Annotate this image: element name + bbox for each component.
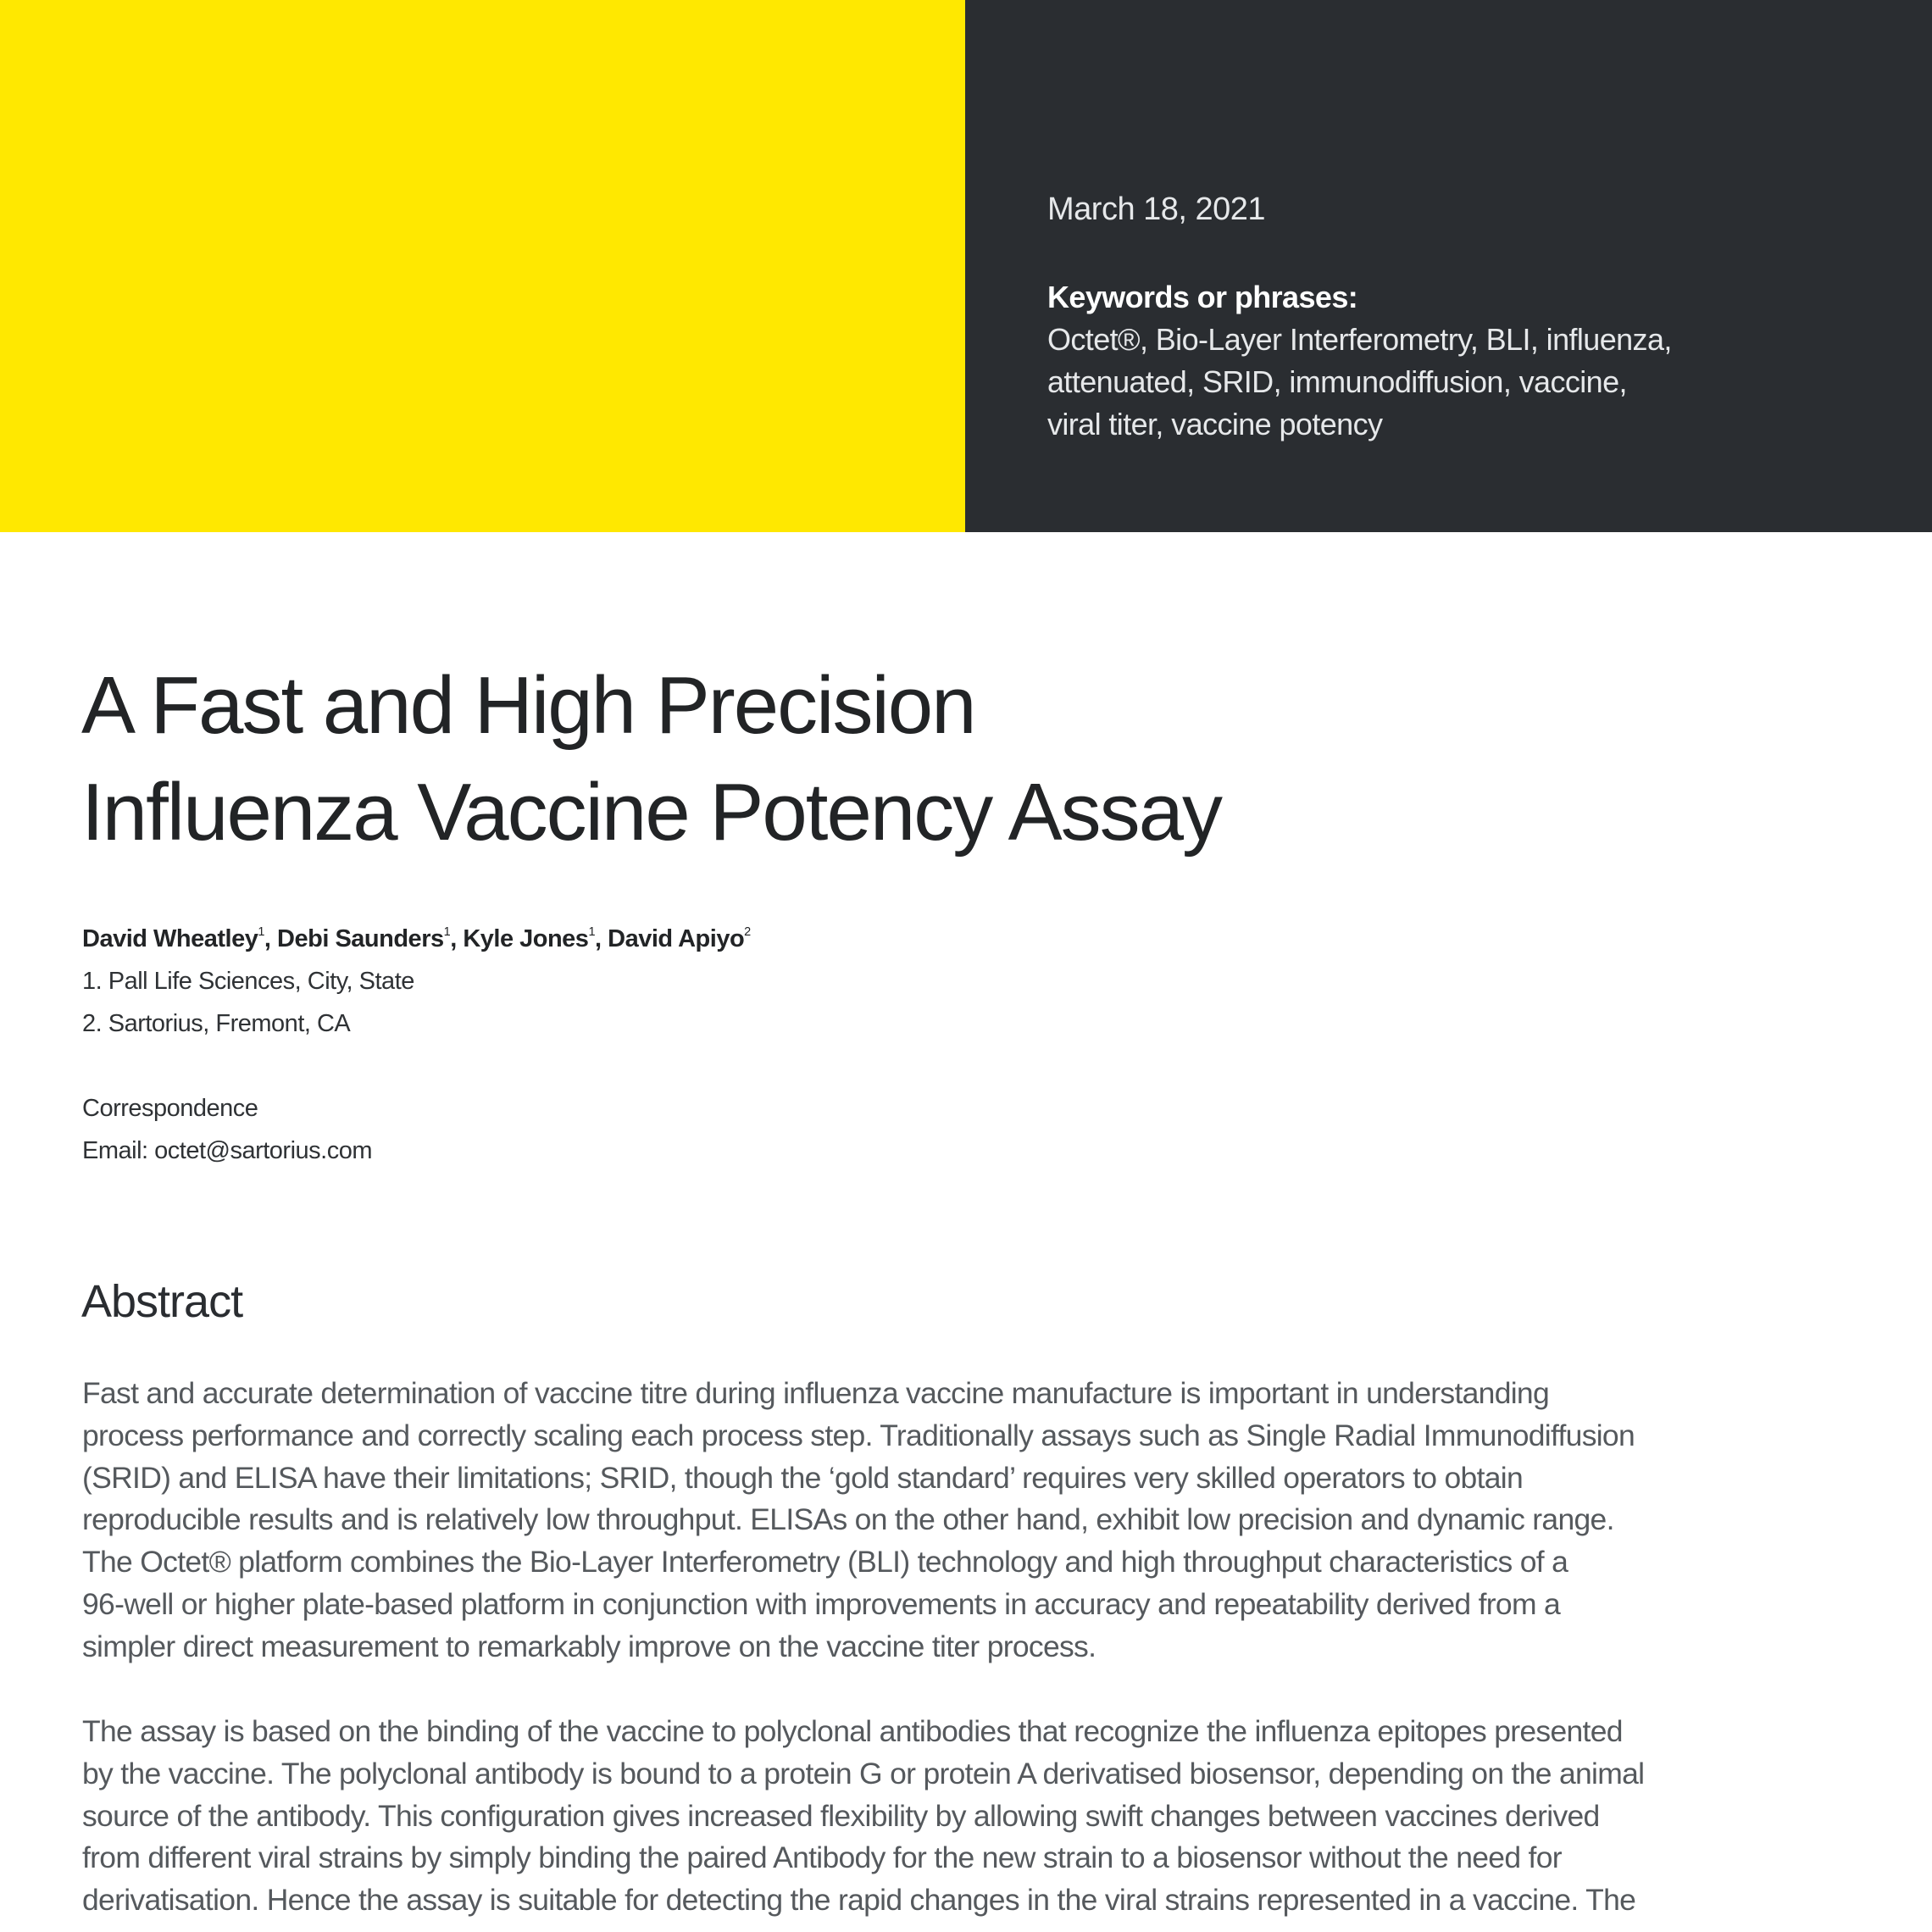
paragraph-line: source of the antibody. This configuration gives increased flexibility by allowing swift changes between vaccines derived (82, 1798, 1600, 1833)
author-name: David Wheatley (82, 925, 258, 953)
paragraph-line: process performance and correctly scaling each process step. Traditionally assays such as Single Radial Immunodiffusion (82, 1418, 1635, 1452)
keywords-line: viral titer, vaccine potency (1047, 407, 1383, 441)
author-affiliation-mark: 1 (258, 925, 264, 939)
author-affiliation-mark: 2 (744, 925, 751, 939)
paragraph-line: The assay is based on the binding of the vaccine to polyclonal antibodies that recognize the influenza epitopes presented (82, 1714, 1623, 1748)
affiliation-line: 2. Sartorius, Fremont, CA (82, 1010, 351, 1038)
paragraph-line: The Octet® platform combines the Bio-Layer Interferometry (BLI) technology and high throughput characteristics of a (82, 1545, 1568, 1579)
affiliation-line: 1. Pall Life Sciences, City, State (82, 968, 414, 996)
correspondence-label: Correspondence (82, 1095, 258, 1123)
paragraph-line: 96-well or higher plate-based platform in conjunction with improvements in accuracy and repeatability derived from a (82, 1586, 1561, 1621)
spacer (82, 1045, 751, 1087)
paragraph-line: from different viral strains by simply binding the paired Antibody for the new strain to a biosensor without the need for (82, 1840, 1562, 1875)
title-line: A Fast and High Precision (81, 660, 975, 751)
paragraph-line: by the vaccine. The polyclonal antibody is bound to a protein G or protein A derivatised biosensor, depending on the animal (82, 1756, 1645, 1790)
keywords-line: attenuated, SRID, immunodiffusion, vaccine, (1047, 364, 1627, 399)
yellow-accent-block (0, 0, 965, 532)
header-info-panel (965, 0, 1932, 532)
author-affiliation-mark: 1 (443, 925, 451, 939)
paragraph-line: simpler direct measurement to remarkably improve on the vaccine titer process. (82, 1629, 1096, 1663)
author-name: Kyle Jones (463, 925, 589, 953)
authors-block (82, 911, 751, 1172)
abstract-paragraph-2 (82, 1711, 1896, 1922)
document-title (81, 652, 1221, 866)
author-list: David Wheatley$^1$, Debi Saunders$^1$, Kyle Jones$^1$, David Apiyo$^2$ (82, 925, 751, 953)
email-line[interactable]: Email: octet@sartorius.com (82, 1137, 372, 1165)
abstract-paragraph-1 (82, 1373, 1896, 1668)
author-name: David Apiyo (608, 925, 745, 953)
author-name: Debi Saunders (277, 925, 444, 953)
keywords-line: Octet®, Bio-Layer Interferometry, BLI, influenza, (1047, 322, 1672, 357)
author-affiliation-mark: 1 (588, 925, 596, 939)
header-banner (0, 0, 1932, 532)
abstract-heading: Abstract (81, 1276, 243, 1327)
paragraph-line: (SRID) and ELISA have their limitations; SRID, though the ‘gold standard’ requires very skilled operators to obtain (82, 1460, 1524, 1495)
paragraph-line: Fast and accurate determination of vaccine titre during influenza vaccine manufacture is important in understanding (82, 1376, 1550, 1410)
keywords-block (1047, 276, 1895, 446)
publication-date: March 18, 2021 (1047, 192, 1266, 227)
paragraph-line: derivatisation. Hence the assay is suitable for detecting the rapid changes in the viral strains represented in a vaccine. The (82, 1883, 1636, 1918)
paragraph-line: reproducible results and is relatively low throughput. ELISAs on the other hand, exhibit low precision and dynamic range. (82, 1502, 1614, 1537)
title-line: Influenza Vaccine Potency Assay (81, 767, 1222, 858)
keywords-label: Keywords or phrases: (1047, 280, 1358, 314)
